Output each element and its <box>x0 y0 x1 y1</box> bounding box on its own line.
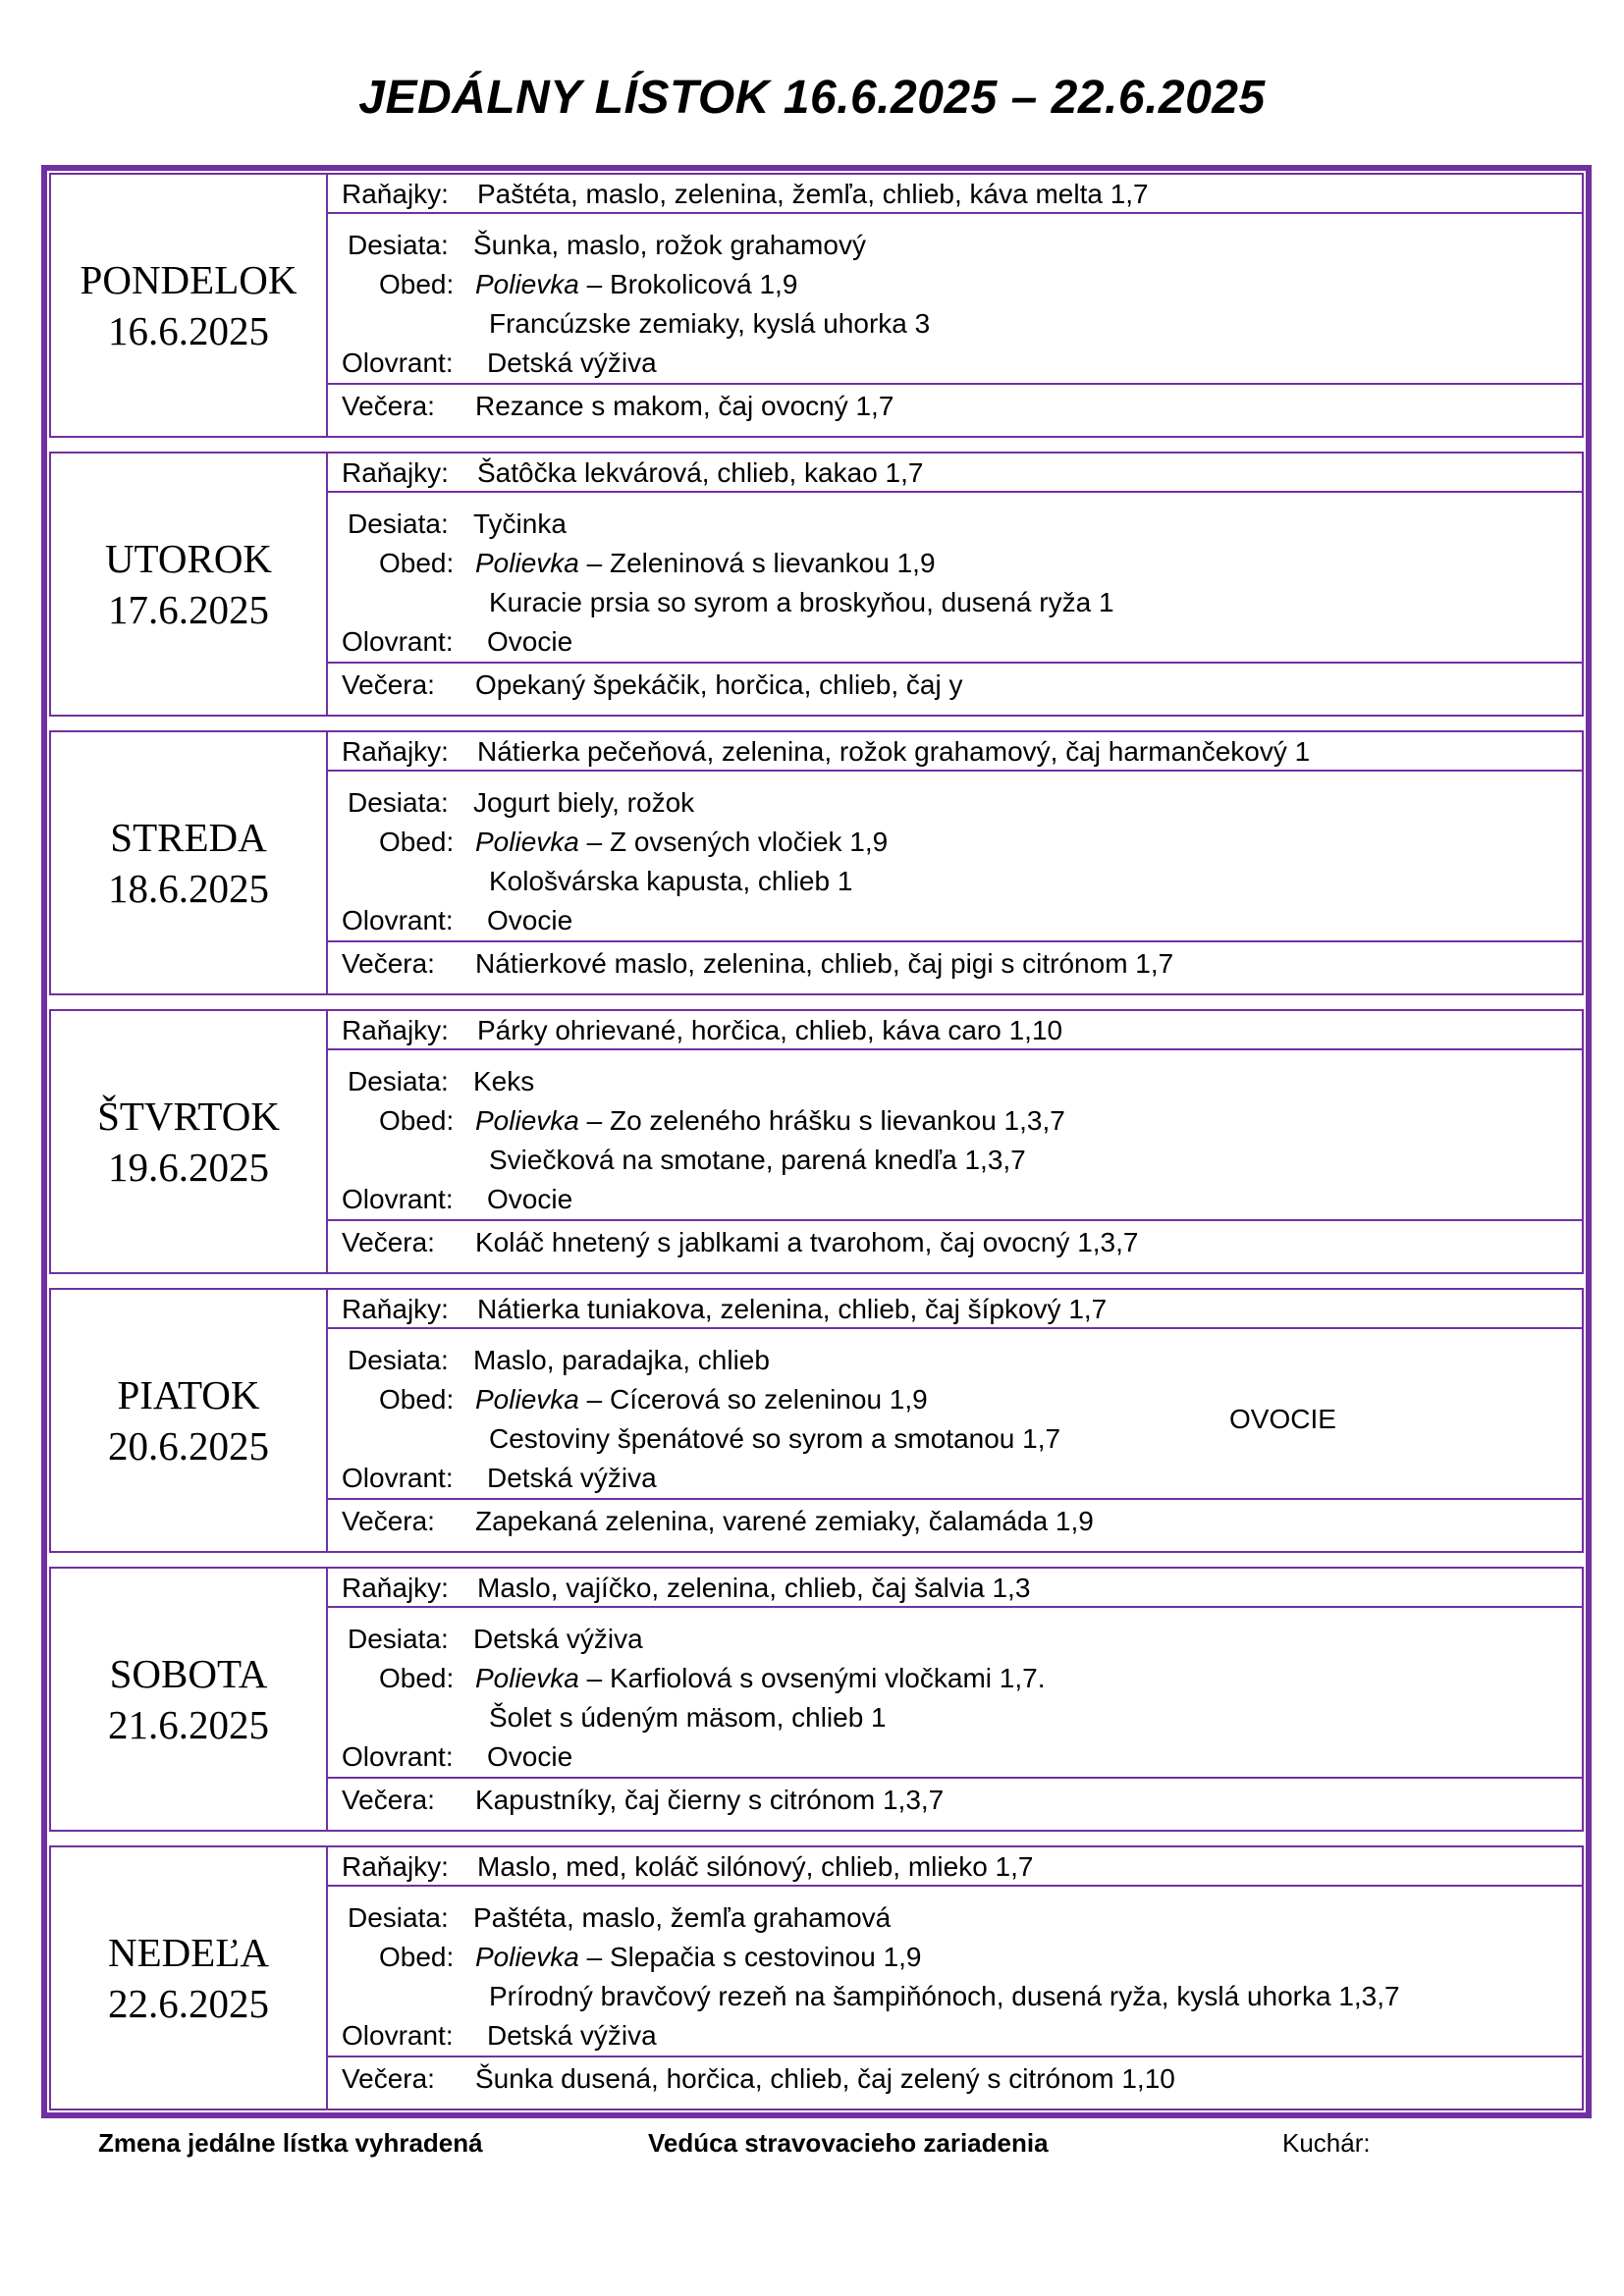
day-meals <box>328 1290 1582 1551</box>
afternoon-value: Ovocie <box>487 905 573 935</box>
breakfast-label: Raňajky: <box>342 1294 449 1324</box>
dinner-row <box>328 942 1582 984</box>
dinner-row <box>328 385 1582 426</box>
soup-line <box>475 823 888 862</box>
afternoon-value: Detská výživa <box>487 347 657 378</box>
breakfast-value: Maslo, med, koláč silónový, chlieb, mlieko 1,7 <box>477 1851 1034 1882</box>
dinner-value: Kapustníky, čaj čierny s citrónom 1,3,7 <box>475 1785 945 1815</box>
snack-value: Tyčinka <box>473 508 567 539</box>
soup-value: – Z ovsených vločiek 1,9 <box>586 827 889 857</box>
afternoon-value: Detská výživa <box>487 1463 657 1493</box>
side-note: OVOCIE <box>1229 1404 1336 1434</box>
snack-label: Desiata: <box>348 230 449 260</box>
day-name: UTOROK <box>104 536 273 581</box>
snack-label: Desiata: <box>348 787 449 818</box>
day-label <box>51 732 328 993</box>
lunch-label: Obed: <box>379 548 455 578</box>
breakfast-row <box>328 454 1582 493</box>
breakfast-value: Párky ohrievané, horčica, chlieb, káva caro 1,10 <box>477 1015 1063 1045</box>
day-block <box>49 1288 1584 1553</box>
main-value: Sviečková na smotane, parená knedľa 1,3,7 <box>489 1145 1026 1175</box>
day-date: 20.6.2025 <box>108 1423 269 1468</box>
lunch-label: Obed: <box>379 269 455 299</box>
breakfast-label: Raňajky: <box>342 179 449 209</box>
day-label <box>51 1290 328 1551</box>
soup-label: Polievka <box>475 1384 579 1415</box>
main-value: Cestoviny špenátové so syrom a smotanou 1,7 <box>489 1423 1061 1454</box>
afternoon-label: Olovrant: <box>342 905 454 935</box>
afternoon-label: Olovrant: <box>342 1741 454 1772</box>
day-name: NEDEĽA <box>108 1930 269 1975</box>
soup-line <box>475 1659 1045 1698</box>
soup-line <box>475 1380 928 1419</box>
day-meals <box>328 175 1582 436</box>
breakfast-value: Paštéta, maslo, zelenina, žemľa, chlieb, káva melta 1,7 <box>477 179 1149 209</box>
breakfast-row <box>328 1569 1582 1608</box>
day-block <box>49 1009 1584 1274</box>
dinner-label: Večera: <box>342 1227 435 1257</box>
afternoon-value: Ovocie <box>487 626 573 657</box>
soup-label: Polievka <box>475 548 579 578</box>
dinner-row <box>328 1500 1582 1541</box>
afternoon-value: Ovocie <box>487 1741 573 1772</box>
lunch-label: Obed: <box>379 1384 455 1415</box>
dinner-row <box>328 1779 1582 1820</box>
snack-value: Paštéta, maslo, žemľa grahamová <box>473 1902 892 1933</box>
snack-value: Keks <box>473 1066 535 1096</box>
soup-value: – Slepačia s cestovinou 1,9 <box>586 1942 922 1972</box>
breakfast-value: Nátierka pečeňová, zelenina, rožok grahamový, čaj harmančekový 1 <box>477 736 1311 767</box>
soup-value: – Brokolicová 1,9 <box>586 269 798 299</box>
day-name: SOBOTA <box>109 1651 268 1696</box>
day-label <box>51 1847 328 2109</box>
day-name: PONDELOK <box>80 257 298 302</box>
soup-line <box>475 544 936 583</box>
dinner-label: Večera: <box>342 391 435 421</box>
snack-value: Maslo, paradajka, chlieb <box>473 1345 770 1375</box>
day-label <box>51 454 328 715</box>
day-label <box>51 175 328 436</box>
main-value: Kološvárska kapusta, chlieb 1 <box>489 866 853 896</box>
main-value: Kuracie prsia so syrom a broskyňou, dusená ryža 1 <box>489 587 1114 617</box>
dinner-value: Nátierkové maslo, zelenina, chlieb, čaj pigi s citrónom 1,7 <box>475 948 1174 979</box>
day-label <box>51 1569 328 1830</box>
soup-label: Polievka <box>475 269 579 299</box>
soup-line <box>475 265 797 304</box>
soup-label: Polievka <box>475 827 579 857</box>
snack-label: Desiata: <box>348 1066 449 1096</box>
main-value: Šolet s údeným mäsom, chlieb 1 <box>489 1702 887 1733</box>
page-title: JEDÁLNY LÍSTOK 16.6.2025 – 22.6.2025 <box>358 72 1266 124</box>
dinner-label: Večera: <box>342 2063 435 2094</box>
breakfast-row <box>328 1011 1582 1050</box>
day-date: 19.6.2025 <box>108 1145 269 1190</box>
day-name: PIATOK <box>117 1372 260 1417</box>
dinner-value: Koláč hnetený s jablkami a tvarohom, čaj ovocný 1,3,7 <box>475 1227 1139 1257</box>
dinner-row <box>328 1221 1582 1262</box>
dinner-label: Večera: <box>342 1506 435 1536</box>
day-meals <box>328 732 1582 993</box>
main-value: Francúzske zemiaky, kyslá uhorka 3 <box>489 308 931 339</box>
snack-label: Desiata: <box>348 1902 449 1933</box>
afternoon-value: Detská výživa <box>487 2020 657 2051</box>
snack-label: Desiata: <box>348 1345 449 1375</box>
soup-label: Polievka <box>475 1105 579 1136</box>
day-date: 21.6.2025 <box>108 1702 269 1747</box>
day-date: 18.6.2025 <box>108 866 269 911</box>
lunch-block <box>328 1887 1582 2057</box>
day-block <box>49 1567 1584 1832</box>
day-date: 22.6.2025 <box>108 1981 269 2026</box>
day-date: 16.6.2025 <box>108 308 269 353</box>
dinner-label: Večera: <box>342 1785 435 1815</box>
snack-value: Detská výživa <box>473 1624 643 1654</box>
dinner-label: Večera: <box>342 669 435 700</box>
dinner-value: Opekaný špekáčik, horčica, chlieb, čaj y <box>475 669 963 700</box>
day-label <box>51 1011 328 1272</box>
breakfast-label: Raňajky: <box>342 1851 449 1882</box>
lunch-block <box>328 1608 1582 1779</box>
snack-label: Desiata: <box>348 1624 449 1654</box>
breakfast-label: Raňajky: <box>342 736 449 767</box>
afternoon-label: Olovrant: <box>342 2020 454 2051</box>
afternoon-label: Olovrant: <box>342 347 454 378</box>
breakfast-row <box>328 175 1582 214</box>
dinner-value: Šunka dusená, horčica, chlieb, čaj zelený s citrónom 1,10 <box>475 2063 1175 2094</box>
lunch-block <box>328 493 1582 664</box>
lunch-block <box>328 1050 1582 1221</box>
soup-line <box>475 1938 922 1977</box>
lunch-label: Obed: <box>379 827 455 857</box>
soup-value: – Zeleninová s lievankou 1,9 <box>586 548 936 578</box>
dinner-label: Večera: <box>342 948 435 979</box>
day-block <box>49 730 1584 995</box>
lunch-label: Obed: <box>379 1105 455 1136</box>
day-block <box>49 173 1584 438</box>
day-meals <box>328 1847 1582 2109</box>
snack-value: Jogurt biely, rožok <box>473 787 695 818</box>
breakfast-label: Raňajky: <box>342 1573 449 1603</box>
soup-value: – Cícerová so zeleninou 1,9 <box>586 1384 928 1415</box>
footer-manager: Vedúca stravovacieho zariadenia <box>648 2128 1049 2158</box>
day-block <box>49 1845 1584 2110</box>
snack-value: Šunka, maslo, rožok grahamový <box>473 230 866 260</box>
day-date: 17.6.2025 <box>108 587 269 632</box>
lunch-block <box>328 772 1582 942</box>
lunch-block <box>328 1329 1582 1500</box>
footer-note: Zmena jedálne lístka vyhradená <box>98 2128 483 2158</box>
soup-label: Polievka <box>475 1663 579 1693</box>
breakfast-row <box>328 1847 1582 1887</box>
afternoon-label: Olovrant: <box>342 626 454 657</box>
lunch-label: Obed: <box>379 1663 455 1693</box>
afternoon-value: Ovocie <box>487 1184 573 1214</box>
lunch-block <box>328 214 1582 385</box>
breakfast-value: Maslo, vajíčko, zelenina, chlieb, čaj šalvia 1,3 <box>477 1573 1031 1603</box>
day-meals <box>328 1569 1582 1830</box>
breakfast-value: Šatôčka lekvárová, chlieb, kakao 1,7 <box>477 457 924 488</box>
soup-label: Polievka <box>475 1942 579 1972</box>
day-block <box>49 452 1584 717</box>
breakfast-label: Raňajky: <box>342 1015 449 1045</box>
main-value: Prírodný bravčový rezeň na šampiňónoch, dusená ryža, kyslá uhorka 1,3,7 <box>489 1981 1400 2011</box>
dinner-row <box>328 2057 1582 2099</box>
breakfast-value: Nátierka tuniakova, zelenina, chlieb, čaj šípkový 1,7 <box>477 1294 1108 1324</box>
dinner-row <box>328 664 1582 705</box>
lunch-label: Obed: <box>379 1942 455 1972</box>
footer-cook: Kuchár: <box>1282 2128 1371 2158</box>
breakfast-row <box>328 1290 1582 1329</box>
breakfast-row <box>328 732 1582 772</box>
soup-line <box>475 1101 1065 1141</box>
day-name: ŠTVRTOK <box>97 1094 280 1139</box>
dinner-value: Rezance s makom, čaj ovocný 1,7 <box>475 391 894 421</box>
day-meals <box>328 454 1582 715</box>
afternoon-label: Olovrant: <box>342 1463 454 1493</box>
soup-value: – Karfiolová s ovsenými vločkami 1,7. <box>586 1663 1046 1693</box>
dinner-value: Zapekaná zelenina, varené zemiaky, čalamáda 1,9 <box>475 1506 1094 1536</box>
day-meals <box>328 1011 1582 1272</box>
afternoon-label: Olovrant: <box>342 1184 454 1214</box>
day-name: STREDA <box>110 815 267 860</box>
breakfast-label: Raňajky: <box>342 457 449 488</box>
snack-label: Desiata: <box>348 508 449 539</box>
soup-value: – Zo zeleného hrášku s lievankou 1,3,7 <box>586 1105 1065 1136</box>
